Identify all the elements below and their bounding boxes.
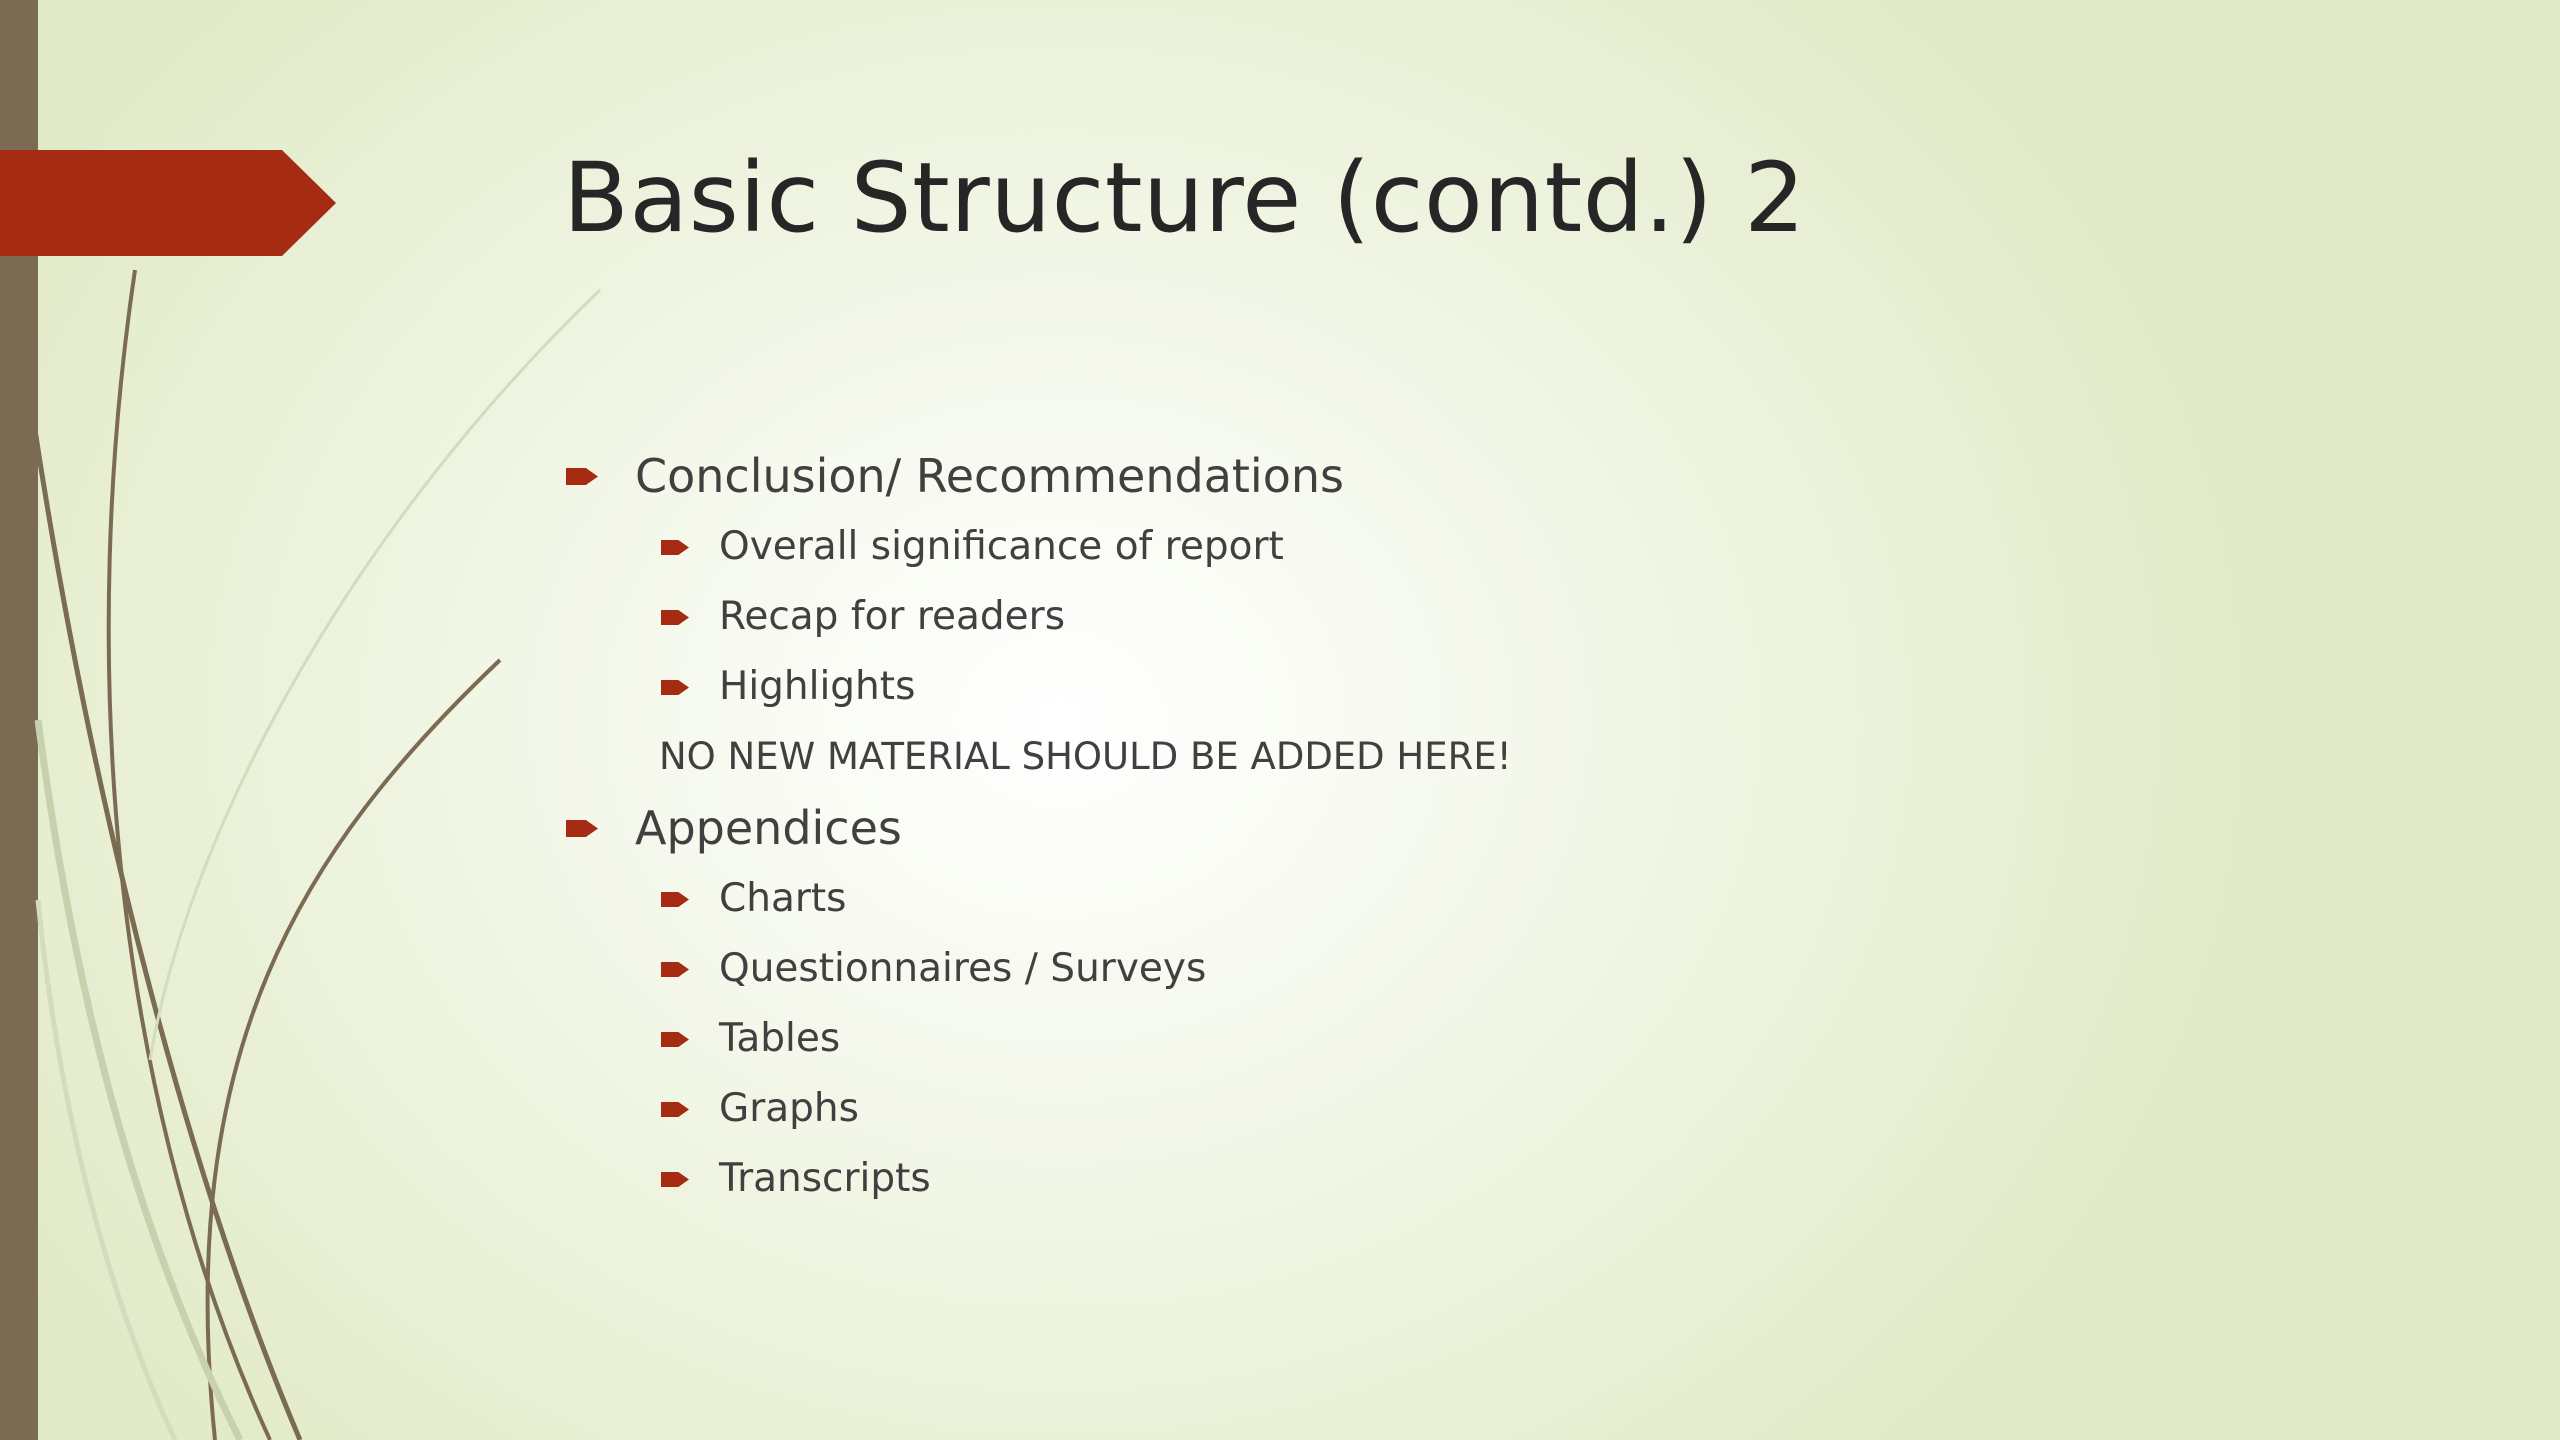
- warning-note-label: NO NEW MATERIAL SHOULD BE ADDED HERE!: [659, 735, 1512, 778]
- arrow-bullet-icon: [661, 962, 689, 977]
- warning-note: [563, 722, 2263, 792]
- list-item: [563, 864, 2263, 934]
- list-item-label: Tables: [719, 1016, 841, 1061]
- list-item: [563, 1074, 2263, 1144]
- list-item-label: Highlights: [719, 664, 916, 709]
- bullet-list: [563, 440, 2263, 1214]
- arrow-bullet-icon: [566, 820, 598, 837]
- list-item-label: Charts: [719, 876, 847, 921]
- arrow-bullet-icon: [661, 892, 689, 907]
- list-item-label: Questionnaires / Surveys: [719, 946, 1207, 991]
- list-item: [563, 1144, 2263, 1214]
- list-item-label: Overall significance of report: [719, 524, 1284, 569]
- list-item-label: Appendices: [635, 801, 902, 855]
- list-item: [563, 652, 2263, 722]
- arrow-bullet-icon: [661, 1102, 689, 1117]
- arrow-bullet-icon: [661, 680, 689, 695]
- slide-title: Basic Structure (contd.) 2: [563, 142, 1806, 254]
- title-flag: [0, 150, 336, 256]
- list-item-label: Graphs: [719, 1086, 859, 1131]
- list-item: [563, 440, 2263, 512]
- list-item-label: Conclusion/ Recommendations: [635, 449, 1344, 503]
- list-item: [563, 934, 2263, 1004]
- arrow-bullet-icon: [661, 1032, 689, 1047]
- list-item: [563, 512, 2263, 582]
- list-item: [563, 1004, 2263, 1074]
- list-item-label: Recap for readers: [719, 594, 1066, 639]
- arrow-bullet-icon: [661, 1172, 689, 1187]
- arrow-bullet-icon: [661, 540, 689, 555]
- list-item: [563, 792, 2263, 864]
- arrow-bullet-icon: [566, 468, 598, 485]
- list-item: [563, 582, 2263, 652]
- list-item-label: Transcripts: [719, 1156, 931, 1201]
- arrow-bullet-icon: [661, 610, 689, 625]
